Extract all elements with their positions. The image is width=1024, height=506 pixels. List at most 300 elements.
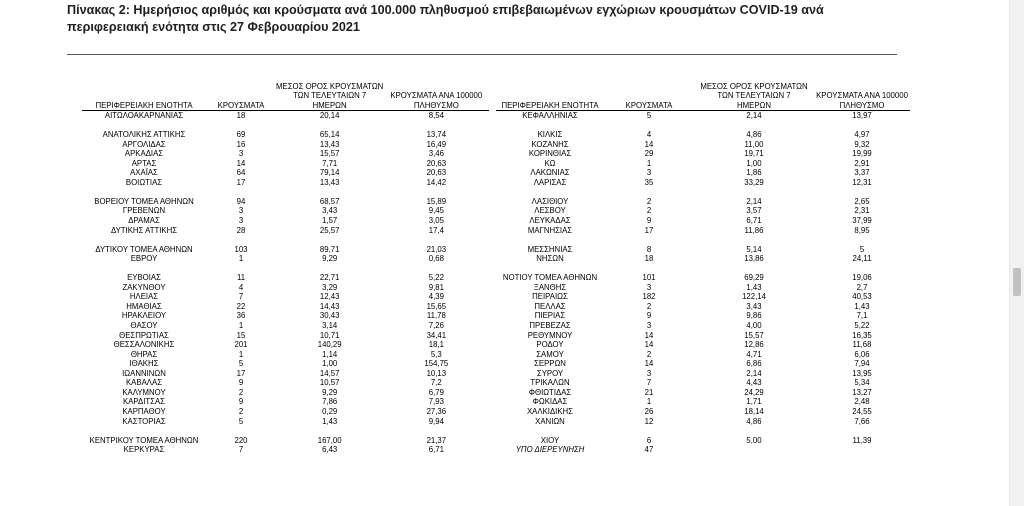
cases-value: 9 [646, 311, 652, 321]
header-avg-line: ΤΩΝ ΤΕΛΕΥΤΑΙΩΝ 7 [717, 91, 791, 100]
cases-value: 7 [646, 378, 652, 388]
per-100k-value: 21,37 [426, 435, 447, 445]
group-spacer [496, 121, 910, 131]
region-name: ΚΩ [544, 158, 556, 168]
avg-7days-value: 13,43 [319, 139, 340, 149]
avg-7days-value: 0,29 [322, 406, 338, 416]
table-row [82, 226, 489, 236]
avg-7days-value: 14,57 [319, 368, 340, 378]
table-row [82, 130, 489, 140]
table-row [496, 311, 910, 321]
per-100k-value [814, 445, 910, 455]
scrollbar-thumb[interactable] [1013, 268, 1021, 296]
cases-value: 1 [238, 321, 244, 331]
region-name: ΡΕΘΥΜΝΟΥ [527, 330, 573, 340]
cases-value: 4 [646, 130, 652, 140]
per-100k-value: 7,1 [856, 311, 868, 321]
region-name: ΗΛΕΙΑΣ [129, 292, 159, 302]
region-name: ΚΕΝΤΡΙΚΟΥ ΤΟΜΕΑ ΑΘΗΝΩΝ [89, 435, 199, 445]
table-row [496, 149, 910, 159]
cases-value: 201 [234, 340, 248, 350]
region-name: ΑΡΤΑΣ [131, 158, 157, 168]
table-row [496, 302, 910, 312]
region-name: ΑΧΑΪΑΣ [130, 168, 158, 178]
region-name: ΤΡΙΚΑΛΩΝ [530, 378, 570, 388]
avg-7days-value: 5,14 [746, 244, 762, 254]
cases-value: 18 [644, 254, 654, 264]
table-row [82, 417, 489, 427]
region-name: ΠΙΕΡΙΑΣ [534, 311, 566, 321]
table-row [496, 340, 910, 350]
region-name: ΦΩΚΙΔΑΣ [532, 397, 568, 407]
cases-value: 3 [238, 149, 244, 159]
region-name: ΓΡΕΒΕΝΩΝ [122, 206, 166, 216]
region-name: ΒΟΙΩΤΙΑΣ [125, 177, 163, 187]
table-row [82, 178, 489, 188]
per-100k-value: 3,46 [428, 149, 444, 159]
region-name: ΣΥΡΟΥ [536, 368, 564, 378]
per-100k-value: 1,43 [854, 301, 870, 311]
region-name: ΞΑΝΘΗΣ [533, 282, 567, 292]
right-data-table [496, 74, 910, 455]
region-name: ΘΕΣΠΡΩΤΙΑΣ [119, 330, 169, 340]
avg-7days-value: 12,43 [319, 292, 340, 302]
region-name: ΣΕΡΡΩΝ [534, 359, 566, 369]
avg-7days-value: 10,71 [319, 330, 340, 340]
vertical-scrollbar[interactable] [1009, 0, 1024, 506]
per-100k-value: 6,71 [428, 445, 444, 455]
per-100k-value: 9,81 [428, 282, 444, 292]
table-row [82, 292, 489, 302]
group-spacer [496, 426, 910, 436]
avg-7days-value: 3,29 [322, 282, 338, 292]
region-name: ΗΡΑΚΛΕΙΟΥ [121, 311, 167, 321]
avg-7days-value: 24,29 [744, 387, 764, 397]
cases-value: 35 [644, 177, 654, 187]
table-row [82, 283, 489, 293]
cases-value: 14 [644, 330, 654, 340]
avg-7days-value: 6,71 [746, 216, 762, 226]
per-100k-value: 12,31 [852, 177, 872, 187]
table-row [496, 168, 910, 178]
avg-7days-value: 3,43 [322, 206, 338, 216]
per-100k-value: 7,26 [428, 321, 444, 331]
table-row [496, 140, 910, 150]
avg-7days-value: 122,14 [742, 292, 766, 302]
region-name: ΑΡΓΟΛΙΔΑΣ [122, 139, 166, 149]
per-100k-value: 9,45 [428, 206, 444, 216]
cases-value: 2 [646, 206, 652, 216]
avg-7days-value: 22,71 [319, 273, 340, 283]
table-row [496, 331, 910, 341]
cases-value: 17 [236, 177, 246, 187]
per-100k-value: 154,75 [424, 359, 449, 369]
per-100k-value: 6,79 [428, 387, 444, 397]
cases-value: 9 [646, 216, 652, 226]
cases-value: 3 [646, 368, 652, 378]
per-100k-value: 19,99 [852, 149, 872, 159]
header-cases [206, 74, 276, 110]
per-100k-value: 14,42 [426, 177, 447, 187]
table-row [82, 369, 489, 379]
avg-7days-value: 12,86 [744, 340, 764, 350]
region-name: ΚΑΒΑΛΑΣ [125, 378, 163, 388]
cases-value: 5 [646, 111, 652, 120]
region-name: ΛΑΣΙΘΙΟΥ [531, 196, 569, 206]
avg-7days-value: 4,71 [746, 349, 762, 359]
per-100k-value: 5,3 [430, 349, 442, 359]
region-name: ΥΠΟ ΔΙΕΡΕΥΝΗΣΗ [515, 445, 585, 455]
table-row [496, 254, 910, 264]
cases-value: 9 [238, 378, 244, 388]
avg-7days-value: 6,43 [322, 445, 338, 455]
per-100k-value: 13,95 [852, 368, 872, 378]
avg-7days-value: 7,71 [322, 158, 338, 168]
table-row [82, 254, 489, 264]
cases-value: 36 [236, 311, 246, 321]
header-row [496, 74, 910, 110]
avg-7days-value: 15,57 [744, 330, 764, 340]
cases-value: 14 [644, 139, 654, 149]
region-name: ΚΕΡΚΥΡΑΣ [123, 445, 165, 455]
cases-value: 4 [238, 282, 244, 292]
avg-7days-value: 1,86 [746, 168, 762, 178]
group-spacer [82, 121, 489, 131]
table-row [496, 397, 910, 407]
per-100k-value: 8,95 [854, 225, 870, 235]
header-avg-line: ΜΕΣΟΣ ΟΡΟΣ ΚΡΟΥΣΜΑΤΩΝ [700, 81, 808, 91]
cases-value: 11 [236, 273, 246, 283]
cases-value: 6 [646, 435, 652, 445]
table-row [82, 350, 489, 360]
cases-value: 1 [646, 158, 652, 168]
region-name: ΣΑΜΟΥ [536, 349, 564, 359]
header-avg-7days [276, 74, 383, 110]
per-100k-value: 3,05 [428, 216, 444, 226]
table-row [82, 302, 489, 312]
cases-value: 9 [238, 397, 244, 407]
header-region [496, 74, 604, 110]
region-name: ΘΕΣΣΑΛΟΝΙΚΗΣ [113, 340, 175, 350]
table-row [82, 197, 489, 207]
region-name: ΝΟΤΙΟΥ ΤΟΜΕΑ ΑΘΗΝΩΝ [502, 273, 598, 283]
region-name: ΔΥΤΙΚΗΣ ΑΤΤΙΚΗΣ [110, 225, 178, 235]
per-100k-value: 20,63 [426, 158, 447, 168]
table-row [82, 245, 489, 255]
region-name: ΙΩΑΝΝΙΝΩΝ [122, 368, 166, 378]
avg-7days-value: 30,43 [319, 311, 340, 321]
cases-value: 2 [646, 349, 652, 359]
region-name: ΠΡΕΒΕΖΑΣ [529, 321, 571, 331]
per-100k-value: 8,54 [428, 111, 444, 120]
region-name: ΛΑΚΩΝΙΑΣ [530, 168, 570, 178]
header-per100k-line: ΠΛΗΘΥΣΜΟ [839, 100, 885, 110]
cases-value: 2 [646, 301, 652, 311]
table-row [82, 273, 489, 283]
region-name: ΝΗΣΩΝ [536, 254, 564, 264]
table-row [496, 378, 910, 388]
per-100k-value: 13,97 [852, 111, 872, 120]
avg-7days-value: 18,14 [744, 406, 764, 416]
per-100k-value: 16,35 [852, 330, 872, 340]
avg-7days-value: 13,43 [319, 177, 340, 187]
region-name: ΛΕΥΚΑΔΑΣ [529, 216, 571, 226]
header-cases-label: ΚΡΟΥΣΜΑΤΑ [625, 100, 673, 110]
per-100k-value: 2,91 [854, 158, 870, 168]
cases-value: 14 [236, 158, 246, 168]
per-100k-value: 40,53 [852, 292, 872, 302]
table-row [496, 226, 910, 236]
cases-value: 1 [646, 397, 652, 407]
region-name: ΒΟΡΕΙΟΥ ΤΟΜΕΑ ΑΘΗΝΩΝ [94, 196, 194, 206]
avg-7days-value: 4,43 [746, 378, 762, 388]
group-spacer [496, 235, 910, 245]
avg-7days-value: 2,14 [746, 111, 762, 120]
per-100k-value: 16,49 [426, 139, 447, 149]
avg-7days-value: 15,57 [319, 149, 340, 159]
cases-value: 15 [236, 330, 246, 340]
region-name: ΔΥΤΙΚΟΥ ΤΟΜΕΑ ΑΘΗΝΩΝ [95, 244, 193, 254]
table-row [496, 178, 910, 188]
table-caption: Πίνακας 2: Ημερήσιος αριθμός και κρούσματα ανά 100.000 πληθυσμού επιβεβαιωμένων εγχώριων κρουσμάτων COVID-19 ανά περιφερειακή ενότητα στις 27 Φεβρουαρίου 2021 [67, 3, 824, 34]
table-row [496, 436, 910, 446]
cases-value: 2 [238, 387, 244, 397]
cases-value: 17 [236, 368, 246, 378]
region-name: ΧΑΝΙΩΝ [535, 416, 565, 426]
cases-value: 94 [236, 196, 246, 206]
table-row [82, 359, 489, 369]
header-per-100k [383, 74, 489, 110]
cases-value: 16 [236, 139, 246, 149]
avg-7days-value: 6,86 [746, 359, 762, 369]
per-100k-value: 24,55 [852, 406, 872, 416]
region-name: ΑΡΚΑΔΙΑΣ [124, 149, 164, 159]
table-row [496, 111, 910, 121]
avg-7days-value: 65,14 [319, 130, 340, 140]
avg-7days-value: 1,00 [746, 158, 762, 168]
avg-7days-value: 7,86 [322, 397, 338, 407]
region-name: ΙΘΑΚΗΣ [129, 359, 159, 369]
region-name: ΑΝΑΤΟΛΙΚΗΣ ΑΤΤΙΚΗΣ [102, 130, 186, 140]
per-100k-value: 11,78 [426, 311, 446, 321]
table-row [496, 292, 910, 302]
cases-value: 3 [646, 168, 652, 178]
per-100k-value: 4,39 [428, 292, 444, 302]
cases-value: 2 [646, 196, 652, 206]
avg-7days-value: 33,29 [744, 177, 764, 187]
region-name: ΚΟΡΙΝΘΙΑΣ [528, 149, 572, 159]
region-name: ΧΙΟΥ [540, 435, 560, 445]
region-name: ΧΑΛΚΙΔΙΚΗΣ [526, 406, 573, 416]
cases-value: 2 [238, 406, 244, 416]
region-name: ΕΥΒΟΙΑΣ [127, 273, 161, 283]
per-100k-value: 4,97 [854, 130, 870, 140]
cases-value: 3 [238, 206, 244, 216]
per-100k-value: 19,06 [852, 273, 872, 283]
cases-value: 1 [238, 349, 244, 359]
per-100k-value: 2,7 [856, 282, 868, 292]
per-100k-value: 6,06 [854, 349, 870, 359]
cases-value: 26 [644, 406, 654, 416]
per-100k-value: 9,94 [428, 416, 444, 426]
avg-7days-value: 20,14 [319, 111, 340, 120]
avg-7days-value: 1,43 [746, 282, 762, 292]
header-per100k-line: ΚΡΟΥΣΜΑΤΑ ΑΝΑ 100000 [816, 91, 908, 100]
per-100k-value: 20,63 [426, 168, 447, 178]
region-name: ΛΕΣΒΟΥ [534, 206, 566, 216]
per-100k-value: 13,74 [426, 130, 447, 140]
region-name: ΚΑΡΔΙΤΣΑΣ [123, 397, 165, 407]
per-100k-value: 9,32 [854, 139, 870, 149]
cases-value: 12 [644, 416, 654, 426]
avg-7days-value: 19,71 [744, 149, 764, 159]
header-avg-line: ΤΩΝ ΤΕΛΕΥΤΑΙΩΝ 7 [293, 91, 367, 100]
table-row [496, 417, 910, 427]
avg-7days-value: 9,86 [746, 311, 762, 321]
region-name: ΚΙΛΚΙΣ [537, 130, 563, 140]
cases-value: 22 [236, 301, 246, 311]
table-row [82, 378, 489, 388]
cases-value: 1 [238, 254, 244, 264]
cases-value: 8 [646, 244, 652, 254]
per-100k-value: 7,2 [430, 378, 442, 388]
cases-value: 5 [238, 359, 244, 369]
group-spacer [496, 264, 910, 274]
cases-value: 7 [238, 445, 244, 455]
avg-7days-value: 140,29 [317, 340, 342, 350]
cases-value: 7 [238, 292, 244, 302]
cases-value: 3 [646, 321, 652, 331]
header-avg-line: ΜΕΣΟΣ ΟΡΟΣ ΚΡΟΥΣΜΑΤΩΝ [276, 81, 384, 91]
group-spacer [82, 235, 489, 245]
table-row [82, 311, 489, 321]
header-region-label: ΠΕΡΙΦΕΡΕΙΑΚΗ ΕΝΟΤΗΤΑ [95, 100, 193, 110]
cases-value: 3 [646, 282, 652, 292]
cases-value: 47 [644, 445, 654, 455]
header-region-label: ΠΕΡΙΦΕΡΕΙΑΚΗ ΕΝΟΤΗΤΑ [501, 100, 599, 110]
cases-value: 182 [642, 292, 656, 302]
per-100k-value: 15,65 [426, 301, 447, 311]
avg-7days-value: 79,14 [319, 168, 340, 178]
per-100k-value: 27,36 [426, 406, 447, 416]
region-name: ΕΒΡΟΥ [130, 254, 158, 264]
table-row [82, 321, 489, 331]
per-100k-value: 11,68 [852, 340, 872, 350]
table-row [82, 331, 489, 341]
avg-7days-value: 1,14 [322, 349, 338, 359]
group-spacer [496, 187, 910, 197]
cases-value: 18 [236, 111, 246, 120]
table-row [496, 245, 910, 255]
region-name: ΛΑΡΙΣΑΣ [533, 177, 567, 187]
table-row [82, 445, 489, 455]
region-name: ΖΑΚΥΝΘΟΥ [122, 282, 166, 292]
table-row [496, 130, 910, 140]
avg-7days-value: 10,57 [319, 378, 340, 388]
header-region [82, 74, 206, 110]
per-100k-value: 34,41 [426, 330, 447, 340]
header-row [82, 74, 489, 110]
table-row [496, 350, 910, 360]
group-spacer [82, 264, 489, 274]
avg-7days-value: 2,14 [746, 368, 762, 378]
avg-7days-value: 9,29 [322, 387, 338, 397]
region-name: ΡΟΔΟΥ [536, 340, 564, 350]
avg-7days-value: 13,86 [744, 254, 764, 264]
avg-7days-value [694, 445, 814, 455]
per-100k-value: 2,31 [854, 206, 870, 216]
header-cases [604, 74, 694, 110]
region-name: ΜΕΣΣΗΝΙΑΣ [527, 244, 573, 254]
per-100k-value: 7,94 [854, 359, 870, 369]
avg-7days-value: 4,00 [746, 321, 762, 331]
avg-7days-value: 1,43 [322, 416, 338, 426]
avg-7days-value: 89,71 [319, 244, 340, 254]
region-name: ΚΕΦΑΛΛΗΝΙΑΣ [522, 111, 578, 120]
per-100k-value: 3,37 [854, 168, 870, 178]
header-per100k-line: ΚΡΟΥΣΜΑΤΑ ΑΝΑ 100000 [390, 91, 483, 100]
avg-7days-value: 167,00 [317, 435, 342, 445]
per-100k-value: 18,1 [428, 340, 444, 350]
region-name: ΔΡΑΜΑΣ [128, 216, 160, 226]
table-row [82, 149, 489, 159]
per-100k-value: 17,4 [428, 225, 444, 235]
per-100k-value: 2,65 [854, 196, 870, 206]
cases-value: 101 [642, 273, 656, 283]
table-row [496, 445, 910, 455]
cases-value: 64 [236, 168, 246, 178]
region-name: ΜΑΓΝΗΣΙΑΣ [527, 225, 573, 235]
table-row [496, 407, 910, 417]
region-name: ΚΟΖΑΝΗΣ [531, 139, 569, 149]
avg-7days-value: 3,14 [322, 321, 338, 331]
per-100k-value: 21,03 [426, 244, 447, 254]
cases-value: 103 [234, 244, 248, 254]
avg-7days-value: 11,00 [744, 139, 764, 149]
table-row [496, 321, 910, 331]
per-100k-value: 5,34 [854, 378, 870, 388]
cases-value: 14 [644, 359, 654, 369]
table-row [496, 359, 910, 369]
table-row [82, 407, 489, 417]
left-data-table [82, 74, 489, 455]
region-name: ΚΑΛΥΜΝΟΥ [122, 387, 166, 397]
table-row [82, 168, 489, 178]
per-100k-value: 10,13 [426, 368, 447, 378]
cases-value: 29 [644, 149, 654, 159]
table-row [82, 397, 489, 407]
region-name: ΠΕΙΡΑΙΩΣ [532, 292, 568, 302]
cases-value: 5 [238, 416, 244, 426]
header-avg-line: ΗΜΕΡΩΝ [312, 100, 347, 110]
per-100k-value: 7,66 [854, 416, 870, 426]
avg-7days-value: 2,14 [746, 196, 762, 206]
table-row [496, 388, 910, 398]
avg-7days-value: 3,43 [746, 301, 762, 311]
cases-value: 21 [644, 387, 654, 397]
avg-7days-value: 11,86 [744, 225, 764, 235]
avg-7days-value: 1,00 [322, 359, 338, 369]
table-row [82, 340, 489, 350]
per-100k-value: 5 [859, 244, 865, 254]
group-spacer [82, 187, 489, 197]
per-100k-value: 24,11 [852, 254, 872, 264]
header-avg-line: ΗΜΕΡΩΝ [737, 100, 771, 110]
header-per-100k [814, 74, 910, 110]
avg-7days-value: 69,29 [744, 273, 764, 283]
group-spacer [82, 426, 489, 436]
region-name: ΑΙΤΩΛΟΑΚΑΡΝΑΝΙΑΣ [104, 111, 184, 120]
